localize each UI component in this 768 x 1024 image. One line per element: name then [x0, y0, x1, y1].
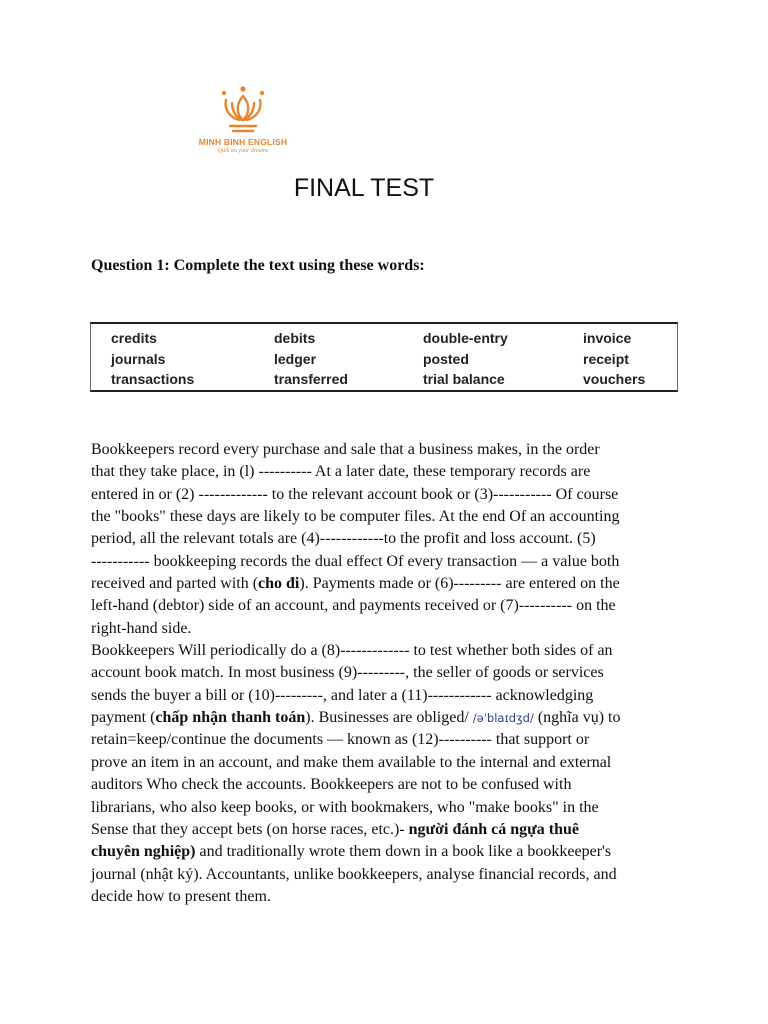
word-box: [90, 322, 678, 392]
page-title: FINAL TEST: [293, 174, 435, 202]
word-column: [583, 328, 645, 390]
passage-line: [91, 551, 691, 573]
passage-text: ). Businesses are obliged/: [305, 709, 473, 727]
passage-line: [91, 841, 691, 863]
passage-text: journal (nhật ký). Accountants, unlike bookkeepers, analyse financial records, and: [91, 865, 617, 883]
logo-brand-text: MINH BINH ENGLISH: [198, 137, 288, 147]
passage-line: [91, 528, 691, 550]
passage-text: received and parted with (: [91, 575, 259, 593]
ipa-pronunciation: /əˈblaɪdʒd/: [472, 711, 534, 726]
passage-line: [91, 439, 691, 461]
vietnamese-gloss: người đánh cá ngựa thuê: [408, 820, 579, 838]
passage-text: payment (: [91, 709, 156, 727]
passage-text: account book match. In most business (9)---------, the seller of goods or services: [91, 664, 604, 682]
passage: [91, 439, 691, 908]
word-item: transferred: [274, 371, 348, 387]
passage-line: [91, 461, 691, 483]
passage-text: entered in or (2) ------------- to the relevant account book or (3)----------- Of course: [91, 485, 619, 503]
passage-text: right-hand side.: [91, 619, 192, 637]
word-item: credits: [111, 330, 157, 346]
word-item: transactions: [111, 371, 195, 387]
word-item: receipt: [583, 350, 629, 367]
passage-text: and traditionally wrote them down in a book like a bookkeeper's: [195, 843, 612, 861]
word-item: double-entry: [423, 330, 508, 346]
passage-text: ----------- bookkeeping records the dual effect Of every transaction — a value both: [91, 552, 620, 570]
vietnamese-gloss: chuyên nghiệp): [91, 843, 196, 861]
passage-text: sends the buyer a bill or (10)---------, and later a (11)------------ acknowledging: [91, 686, 594, 704]
word-column: [274, 328, 348, 390]
passage-line: [91, 662, 691, 684]
passage-line: [91, 685, 691, 707]
passage-line: [91, 729, 691, 751]
passage-text: Bookkeepers record every purchase and sale that a business makes, in the order: [91, 441, 600, 458]
passage-text: auditors Who check the accounts. Bookkeepers are not to be confused with: [91, 776, 572, 794]
vietnamese-gloss: cho đi: [258, 575, 300, 593]
word-item: debits: [274, 330, 316, 346]
passage-line: [91, 573, 691, 595]
crown-lotus-icon: [218, 84, 268, 136]
word-column: [111, 328, 194, 390]
passage-line: [91, 886, 691, 908]
word-column: [423, 328, 508, 390]
passage-text: prove an item in an account, and make them available to the internal and external: [91, 753, 612, 771]
question-heading: Question 1: Complete the text using these words:: [91, 257, 425, 274]
word-item: vouchers: [583, 371, 646, 387]
passage-line: [91, 640, 691, 662]
passage-text: ). Payments made or (6)--------- are entered on the: [299, 575, 620, 593]
passage-line: [91, 595, 691, 617]
passage-line: [91, 752, 691, 774]
passage-line: [91, 707, 691, 729]
passage-line: [91, 864, 691, 886]
passage-text: Sense that they accept bets (on horse races, etc.)-: [91, 820, 409, 838]
passage-line: [91, 797, 691, 819]
passage-text: decide how to present them.: [91, 887, 271, 905]
passage-line: [91, 819, 691, 841]
word-item: invoice: [583, 330, 632, 346]
passage-text: librarians, who also keep books, or with bookmakers, who "make books" in the: [91, 798, 599, 816]
word-item: trial balance: [423, 371, 505, 387]
word-item: journals: [111, 350, 166, 367]
vietnamese-gloss: chấp nhận thanh toán: [155, 709, 306, 727]
passage-text: that they take place, in (l) ---------- At a later date, these temporary records are: [91, 463, 591, 481]
passage-line: [91, 774, 691, 796]
passage-text: (nghĩa vụ) to: [533, 709, 621, 727]
passage-text: period, all the relevant totals are (4)------------to the profit and loss account. (5): [91, 530, 596, 548]
word-item: ledger: [274, 350, 317, 367]
passage-text: Bookkeepers Will periodically do a (8)------------- to test whether both sides of an: [91, 642, 613, 660]
passage-text: retain=keep/continue the documents — known as (12)---------- that support or: [91, 731, 590, 749]
passage-line: [91, 484, 691, 506]
passage-line: [91, 506, 691, 528]
passage-text: left-hand (debtor) side of an account, and payments received or (7)---------- on the: [91, 597, 616, 615]
word-item: posted: [423, 350, 469, 367]
logo-tagline: Quik on your dreams: [217, 148, 269, 154]
logo: [198, 84, 288, 160]
passage-line: [91, 618, 691, 640]
passage-text: the "books" these days are likely to be computer files. At the end Of an accounting: [91, 508, 620, 526]
